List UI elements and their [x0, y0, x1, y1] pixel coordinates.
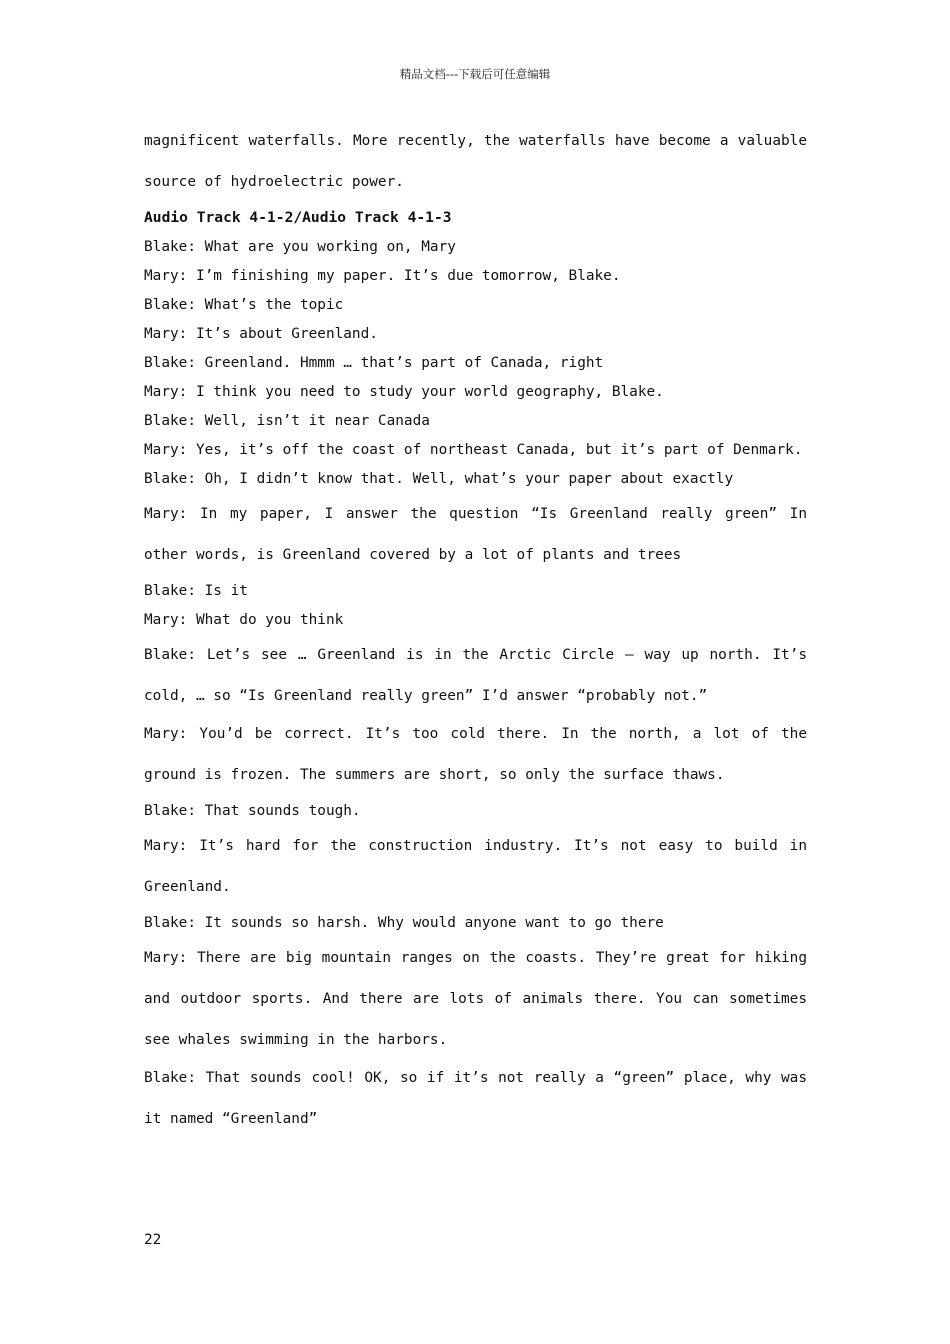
dialogue-line: Mary: I think you need to study your world geography, Blake.	[144, 384, 664, 400]
paragraph: magnificent waterfalls. More recently, the waterfalls have become a valuable source of hydroelectric power.	[144, 133, 807, 190]
dialogue-paragraph: Mary: In my paper, I answer the question “Is Greenland really green” In other words, is Greenland covered by a lot of plants and trees	[144, 506, 807, 563]
page-number: 22	[144, 1232, 162, 1248]
dialogue-paragraph: Blake: Let’s see … Greenland is in the Arctic Circle — way up north. It’s cold, … so “Is Greenland really green” I’d answer “probably not.”	[144, 647, 807, 704]
dialogue-line: Mary: Yes, it’s off the coast of northeast Canada, but it’s part of Denmark.	[144, 442, 803, 458]
dialogue-line: Blake: Greenland. Hmmm … that’s part of Canada, right	[144, 355, 604, 371]
dialogue-line: Blake: Is it	[144, 583, 248, 599]
dialogue-line: Blake: That sounds tough.	[144, 803, 361, 819]
dialogue-line: Blake: Oh, I didn’t know that. Well, what’s your paper about exactly	[144, 471, 734, 487]
dialogue-line: Mary: It’s about Greenland.	[144, 326, 378, 342]
page-header: 精品文档---下载后可任意编辑	[399, 67, 551, 81]
dialogue-line: Blake: Well, isn’t it near Canada	[144, 413, 430, 429]
dialogue-paragraph: Mary: You’d be correct. It’s too cold there. In the north, a lot of the ground is frozen. The summers are short, so only the surface thaws.	[144, 726, 807, 783]
dialogue-line: Blake: What’s the topic	[144, 297, 344, 313]
dialogue-line: Mary: I’m finishing my paper. It’s due tomorrow, Blake.	[144, 268, 621, 284]
document-body	[144, 124, 807, 1137]
dialogue-line: Blake: It sounds so harsh. Why would anyone want to go there	[144, 915, 664, 931]
dialogue-line: Mary: What do you think	[144, 612, 344, 628]
section-heading: Audio Track 4-1-2/Audio Track 4-1-3	[144, 209, 452, 226]
dialogue-paragraph: Blake: That sounds cool! OK, so if it’s not really a “green” place, why was it named “Greenland”	[144, 1070, 807, 1127]
dialogue-line: Blake: What are you working on, Mary	[144, 239, 456, 255]
dialogue-paragraph: Mary: It’s hard for the construction industry. It’s not easy to build in Greenland.	[144, 838, 807, 895]
dialogue-paragraph: Mary: There are big mountain ranges on the coasts. They’re great for hiking and outdoor sports. And there are lots of animals there. You can sometimes see whales swimming in the harbors.	[144, 950, 807, 1048]
